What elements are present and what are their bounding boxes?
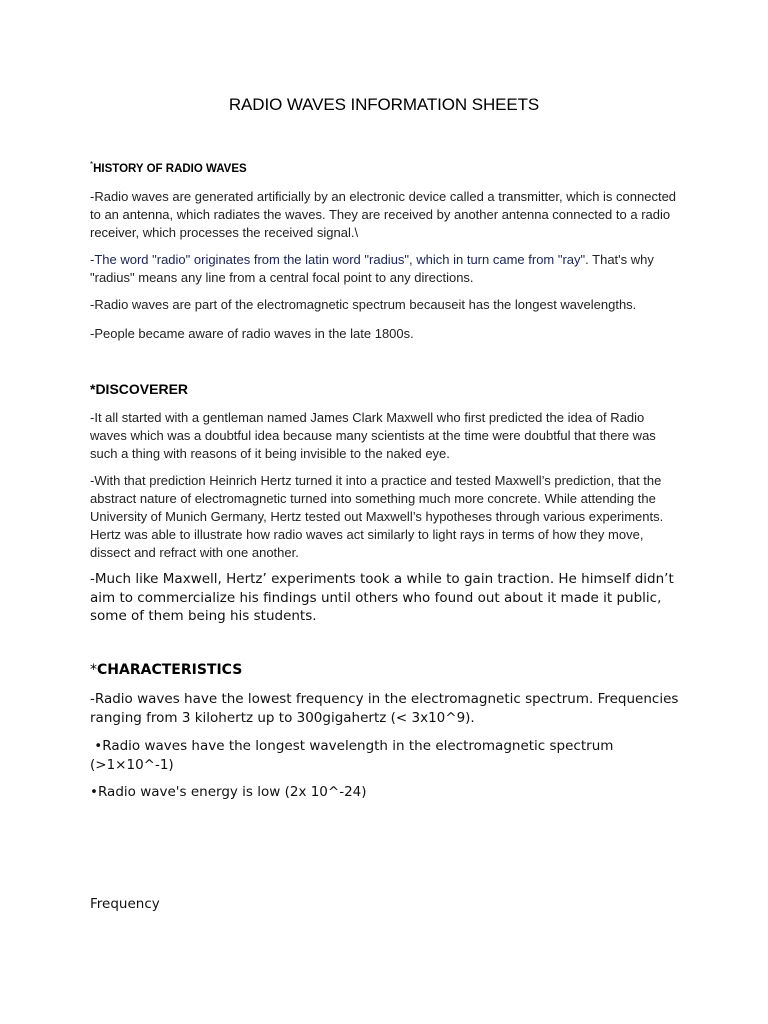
characteristics-bullet-2: •Radio wave's energy is low (2x 10^-24) (90, 784, 367, 800)
history-paragraph-3: -Radio waves are part of the electromagnetic spectrum becauseit has the longest wavelengths. (90, 297, 637, 312)
discoverer-heading: *DISCOVERER (90, 381, 189, 397)
history-paragraph-2 (90, 251, 680, 287)
term-antenna: antenna (122, 207, 170, 222)
characteristics-heading-text: CHARACTERISTICS (97, 662, 243, 678)
discoverer-paragraph-2: -With that prediction Heinrich Hertz turned it into a practice and tested Maxwell’s prediction, that the abstract nature of electromagnetic turned into something much more concrete. While attending the University of Munich Germany, Hertz tested out Maxwell’s hypotheses through various experiments. Hertz was able to illustrate how radio waves act similarly to light rays in terms of how they move, dissect and refract with one another. (90, 473, 664, 560)
term-transmitter: transmitter (498, 189, 559, 204)
heading-star: * (90, 662, 97, 678)
text-run: -Radio waves are generated artificially by an electronic device called a (90, 189, 499, 204)
characteristics-bullet-1: •Radio waves have the longest wavelength in the electromagnetic spectrum (>1×10^-1) (90, 738, 618, 773)
frequency-label: Frequency (90, 896, 160, 912)
heading-star: * (90, 160, 94, 169)
history-paragraph-4: -People became aware of radio waves in the late 1800s. (90, 326, 414, 341)
characteristics-heading (90, 662, 680, 678)
history-heading (90, 160, 680, 175)
term-radio-receiver: radio receiver (90, 207, 671, 240)
text-run: -The word "radio" originates from the latin word "radius", which in turn came from "ray" (90, 252, 586, 267)
history-paragraph-1 (90, 188, 680, 242)
history-heading-text: HISTORY OF RADIO WAVES (93, 162, 247, 175)
page-title: RADIO WAVES INFORMATION SHEETS (228, 95, 540, 114)
discoverer-paragraph-1: -It all started with a gentleman named James Clark Maxwell who first predicted the idea of Radio waves which was a doubtful idea because many scientists at the time were doubtful that there was such a thing with reasons of it being invisible to the naked eye. (90, 410, 656, 461)
text-run: , which processes the received signal.\ (135, 225, 359, 240)
text-run: , which is connected to an (90, 189, 677, 222)
text-run: . That's why "radius" means any line from a central focal point to any directions. (90, 252, 654, 285)
text-run: , which radiates the waves. They are received by another antenna connected to a (169, 207, 642, 222)
characteristics-paragraph-1: -Radio waves have the lowest frequency in the electromagnetic spectrum. Frequencies ranging from 3 kilohertz up to 300gigahertz (< 3x10^9). (90, 691, 679, 726)
discoverer-paragraph-3: -Much like Maxwell, Hertz’ experiments took a while to gain traction. He himself didn’t aim to commercialize his findings until others who found out about it made it public, some of them being his students. (90, 571, 674, 624)
